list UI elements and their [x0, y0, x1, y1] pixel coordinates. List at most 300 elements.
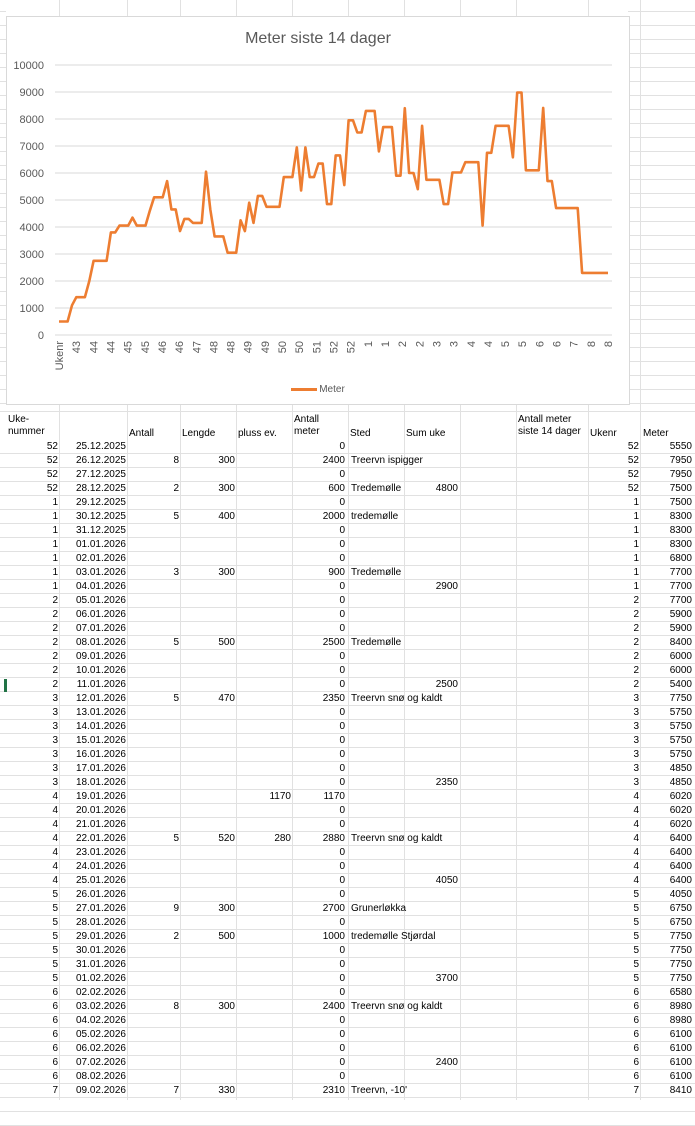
cell-uke[interactable]: 4: [52, 819, 58, 830]
cell-lengde[interactable]: [181, 916, 235, 930]
cell-dato[interactable]: 30.01.2026: [75, 945, 126, 956]
cell-lengde[interactable]: [181, 664, 235, 678]
cell-dato[interactable]: 05.01.2026: [75, 595, 126, 606]
cell-m14[interactable]: 4850: [669, 777, 692, 788]
cell-dato[interactable]: 17.01.2026: [75, 763, 126, 774]
cell-lengde[interactable]: 500: [218, 931, 235, 942]
cell-uke[interactable]: 4: [52, 861, 58, 872]
cell-lengde[interactable]: [181, 650, 235, 664]
cell-sum[interactable]: 2400: [435, 1057, 458, 1068]
cell-m14[interactable]: 5900: [669, 623, 692, 634]
cell-ukenr[interactable]: 4: [633, 791, 639, 802]
cell-m14[interactable]: 6400: [669, 875, 692, 886]
table-row[interactable]: [0, 594, 695, 608]
cell-m14[interactable]: 7700: [669, 581, 692, 592]
cell-sted[interactable]: Treervn snø og kaldt: [351, 833, 443, 844]
cell-lengde[interactable]: 470: [218, 693, 235, 704]
cell-lengde[interactable]: 300: [218, 483, 235, 494]
cell-lengde[interactable]: [181, 972, 235, 986]
cell-dato[interactable]: 01.01.2026: [75, 539, 126, 550]
cell-dato[interactable]: 09.01.2026: [75, 651, 126, 662]
table-row[interactable]: [0, 930, 695, 944]
cell-pluss[interactable]: 280: [274, 833, 291, 844]
cell-sted[interactable]: Treervn snø og kaldt: [351, 1001, 443, 1012]
cell-antall[interactable]: [128, 1056, 179, 1070]
cell-uke[interactable]: 6: [52, 1071, 58, 1082]
cell-dato[interactable]: 18.01.2026: [75, 777, 126, 788]
table-row[interactable]: [0, 1042, 695, 1056]
cell-sum[interactable]: [405, 706, 458, 720]
cell-antall[interactable]: [128, 986, 179, 1000]
table-row[interactable]: [0, 552, 695, 566]
table-row[interactable]: [0, 1056, 695, 1070]
cell-meter[interactable]: 2350: [322, 693, 345, 704]
table-row[interactable]: [0, 496, 695, 510]
cell-dato[interactable]: 22.01.2026: [75, 833, 126, 844]
cell-pluss[interactable]: [237, 1070, 291, 1084]
cell-uke[interactable]: 5: [52, 931, 58, 942]
cell-pluss[interactable]: [237, 1056, 291, 1070]
table-row[interactable]: [0, 580, 695, 594]
cell-meter[interactable]: 0: [339, 609, 345, 620]
table-row[interactable]: [0, 832, 695, 846]
cell-lengde[interactable]: [181, 860, 235, 874]
cell-m14[interactable]: 6100: [669, 1043, 692, 1054]
cell-dato[interactable]: 07.02.2026: [75, 1057, 126, 1068]
cell-pluss[interactable]: [237, 664, 291, 678]
cell-ukenr[interactable]: 4: [633, 861, 639, 872]
cell-lengde[interactable]: [181, 594, 235, 608]
cell-antall[interactable]: 5: [173, 693, 179, 704]
cell-ukenr[interactable]: 52: [627, 483, 639, 494]
cell-antall[interactable]: [128, 790, 179, 804]
cell-dato[interactable]: 25.01.2026: [75, 875, 126, 886]
table-row[interactable]: [0, 958, 695, 972]
cell-m14[interactable]: 6400: [669, 861, 692, 872]
cell-m14[interactable]: 8300: [669, 539, 692, 550]
cell-uke[interactable]: 1: [52, 581, 58, 592]
cell-antall[interactable]: [128, 608, 179, 622]
cell-meter[interactable]: 2400: [322, 1001, 345, 1012]
cell-ukenr[interactable]: 3: [633, 749, 639, 760]
cell-antall[interactable]: [128, 650, 179, 664]
cell-sum[interactable]: [405, 762, 458, 776]
cell-meter[interactable]: 2000: [322, 511, 345, 522]
cell-m14[interactable]: 6580: [669, 987, 692, 998]
table-row[interactable]: [0, 482, 695, 496]
cell-meter[interactable]: 0: [339, 595, 345, 606]
cell-m14[interactable]: 7500: [669, 497, 692, 508]
cell-uke[interactable]: 6: [52, 987, 58, 998]
cell-ukenr[interactable]: 1: [633, 511, 639, 522]
cell-m14[interactable]: 6020: [669, 791, 692, 802]
cell-ukenr[interactable]: 3: [633, 763, 639, 774]
cell-pluss[interactable]: [237, 986, 291, 1000]
cell-meter[interactable]: 0: [339, 623, 345, 634]
cell-meter[interactable]: 2700: [322, 903, 345, 914]
cell-lengde[interactable]: [181, 986, 235, 1000]
cell-uke[interactable]: 3: [52, 707, 58, 718]
cell-m14[interactable]: 5750: [669, 735, 692, 746]
cell-ukenr[interactable]: 5: [633, 931, 639, 942]
cell-lengde[interactable]: [181, 1042, 235, 1056]
cell-pluss[interactable]: [237, 510, 291, 524]
cell-meter[interactable]: 0: [339, 525, 345, 536]
table-row[interactable]: [0, 902, 695, 916]
cell-meter[interactable]: 0: [339, 777, 345, 788]
cell-sum[interactable]: [405, 1028, 458, 1042]
cell-pluss[interactable]: [237, 734, 291, 748]
cell-antall[interactable]: [128, 818, 179, 832]
cell-dato[interactable]: 26.12.2025: [75, 455, 126, 466]
cell-sted[interactable]: Treervn, -10': [351, 1085, 408, 1096]
table-row[interactable]: [0, 734, 695, 748]
cell-antall[interactable]: [128, 594, 179, 608]
cell-meter[interactable]: 0: [339, 1029, 345, 1040]
cell-lengde[interactable]: [181, 804, 235, 818]
table-row[interactable]: [0, 608, 695, 622]
cell-sum[interactable]: [405, 524, 458, 538]
cell-sum[interactable]: 2350: [435, 777, 458, 788]
cell-dato[interactable]: 31.01.2026: [75, 959, 126, 970]
cell-ukenr[interactable]: 5: [633, 959, 639, 970]
cell-antall[interactable]: [128, 776, 179, 790]
cell-antall[interactable]: [128, 1028, 179, 1042]
cell-m14[interactable]: 7700: [669, 595, 692, 606]
cell-meter[interactable]: 0: [339, 581, 345, 592]
cell-ukenr[interactable]: 4: [633, 819, 639, 830]
cell-meter[interactable]: 0: [339, 679, 345, 690]
cell-dato[interactable]: 30.12.2025: [75, 511, 126, 522]
table-row[interactable]: [0, 972, 695, 986]
cell-sum[interactable]: 4800: [435, 483, 458, 494]
cell-uke[interactable]: 1: [52, 497, 58, 508]
table-row[interactable]: [0, 692, 695, 706]
cell-ukenr[interactable]: 6: [633, 1015, 639, 1026]
cell-antall[interactable]: 2: [173, 483, 179, 494]
cell-ukenr[interactable]: 1: [633, 497, 639, 508]
cell-dato[interactable]: 23.01.2026: [75, 847, 126, 858]
cell-meter[interactable]: 0: [339, 1057, 345, 1068]
cell-lengde[interactable]: [181, 846, 235, 860]
cell-sum[interactable]: [405, 468, 458, 482]
cell-sum[interactable]: [405, 986, 458, 1000]
cell-m14[interactable]: 7750: [669, 959, 692, 970]
cell-antall[interactable]: [128, 552, 179, 566]
cell-m14[interactable]: 5550: [669, 441, 692, 452]
cell-meter[interactable]: 0: [339, 707, 345, 718]
cell-sum[interactable]: 2500: [435, 679, 458, 690]
cell-ukenr[interactable]: 5: [633, 903, 639, 914]
cell-dato[interactable]: 26.01.2026: [75, 889, 126, 900]
cell-m14[interactable]: 8410: [669, 1085, 692, 1096]
cell-sum[interactable]: [405, 650, 458, 664]
cell-m14[interactable]: 7950: [669, 455, 692, 466]
cell-lengde[interactable]: [181, 790, 235, 804]
cell-meter[interactable]: 0: [339, 973, 345, 984]
cell-antall[interactable]: 3: [173, 567, 179, 578]
cell-sum[interactable]: [405, 454, 458, 468]
cell-meter[interactable]: 2310: [322, 1085, 345, 1096]
cell-ukenr[interactable]: 2: [633, 651, 639, 662]
cell-antall[interactable]: [128, 1070, 179, 1084]
cell-ukenr[interactable]: 52: [627, 441, 639, 452]
cell-ukenr[interactable]: 52: [627, 455, 639, 466]
cell-pluss[interactable]: [237, 482, 291, 496]
cell-pluss[interactable]: [237, 608, 291, 622]
cell-dato[interactable]: 19.01.2026: [75, 791, 126, 802]
cell-ukenr[interactable]: 2: [633, 609, 639, 620]
line-chart[interactable]: [6, 16, 630, 405]
cell-pluss[interactable]: [237, 1014, 291, 1028]
cell-uke[interactable]: 6: [52, 1001, 58, 1012]
cell-antall[interactable]: 9: [173, 903, 179, 914]
cell-antall[interactable]: [128, 846, 179, 860]
table-row[interactable]: [0, 622, 695, 636]
cell-ukenr[interactable]: 2: [633, 679, 639, 690]
cell-ukenr[interactable]: 4: [633, 875, 639, 886]
cell-pluss[interactable]: [237, 524, 291, 538]
cell-meter[interactable]: 0: [339, 665, 345, 676]
cell-sum[interactable]: 3700: [435, 973, 458, 984]
cell-uke[interactable]: 3: [52, 763, 58, 774]
cell-ukenr[interactable]: 1: [633, 567, 639, 578]
cell-sted[interactable]: Treervn ispigger: [351, 455, 423, 466]
cell-pluss[interactable]: [237, 944, 291, 958]
cell-dato[interactable]: 15.01.2026: [75, 735, 126, 746]
cell-pluss[interactable]: [237, 566, 291, 580]
cell-ukenr[interactable]: 2: [633, 637, 639, 648]
cell-pluss[interactable]: [237, 1084, 291, 1098]
cell-uke[interactable]: 52: [46, 441, 58, 452]
cell-meter[interactable]: 2880: [322, 833, 345, 844]
cell-pluss[interactable]: 1170: [269, 791, 291, 802]
cell-meter[interactable]: 0: [339, 497, 345, 508]
table-row[interactable]: [0, 720, 695, 734]
cell-pluss[interactable]: [237, 636, 291, 650]
cell-m14[interactable]: 6800: [669, 553, 692, 564]
cell-pluss[interactable]: [237, 916, 291, 930]
cell-dato[interactable]: 27.01.2026: [75, 903, 126, 914]
cell-pluss[interactable]: [237, 930, 291, 944]
cell-pluss[interactable]: [237, 580, 291, 594]
cell-meter[interactable]: 1170: [323, 791, 345, 802]
cell-uke[interactable]: 2: [52, 665, 58, 676]
cell-antall[interactable]: [128, 944, 179, 958]
cell-ukenr[interactable]: 2: [633, 665, 639, 676]
cell-antall[interactable]: 5: [173, 833, 179, 844]
cell-dato[interactable]: 06.02.2026: [75, 1043, 126, 1054]
cell-dato[interactable]: 11.01.2026: [76, 679, 126, 690]
cell-uke[interactable]: 4: [52, 805, 58, 816]
cell-dato[interactable]: 04.01.2026: [75, 581, 126, 592]
cell-lengde[interactable]: [181, 944, 235, 958]
cell-sum[interactable]: 2900: [435, 581, 458, 592]
cell-uke[interactable]: 6: [52, 1029, 58, 1040]
cell-sum[interactable]: [405, 1000, 458, 1014]
cell-pluss[interactable]: [237, 776, 291, 790]
cell-meter[interactable]: 0: [339, 651, 345, 662]
cell-antall[interactable]: 2: [173, 931, 179, 942]
cell-meter[interactable]: 0: [339, 441, 345, 452]
table-row[interactable]: [0, 874, 695, 888]
cell-ukenr[interactable]: 1: [633, 581, 639, 592]
cell-lengde[interactable]: 500: [218, 637, 235, 648]
cell-m14[interactable]: 6100: [669, 1071, 692, 1082]
cell-uke[interactable]: 3: [52, 735, 58, 746]
table-row[interactable]: [0, 986, 695, 1000]
table-row[interactable]: [0, 818, 695, 832]
cell-sum[interactable]: [405, 916, 458, 930]
cell-m14[interactable]: 5400: [669, 679, 692, 690]
cell-dato[interactable]: 07.01.2026: [75, 623, 126, 634]
cell-dato[interactable]: 24.01.2026: [75, 861, 126, 872]
cell-pluss[interactable]: [237, 440, 291, 454]
cell-ukenr[interactable]: 6: [633, 987, 639, 998]
table-row[interactable]: [0, 636, 695, 650]
cell-antall[interactable]: [128, 734, 179, 748]
table-row[interactable]: [0, 524, 695, 538]
cell-m14[interactable]: 6100: [669, 1057, 692, 1068]
cell-m14[interactable]: 8300: [669, 511, 692, 522]
cell-ukenr[interactable]: 1: [633, 525, 639, 536]
cell-m14[interactable]: 7750: [669, 945, 692, 956]
cell-ukenr[interactable]: 6: [633, 1071, 639, 1082]
cell-uke[interactable]: 3: [52, 721, 58, 732]
cell-uke[interactable]: 1: [52, 567, 58, 578]
cell-dato[interactable]: 02.01.2026: [75, 553, 126, 564]
cell-sum[interactable]: [405, 538, 458, 552]
cell-meter[interactable]: 0: [339, 735, 345, 746]
cell-lengde[interactable]: [181, 776, 235, 790]
cell-m14[interactable]: 4050: [669, 889, 692, 900]
table-row[interactable]: [0, 1070, 695, 1084]
cell-antall[interactable]: [128, 678, 179, 692]
cell-dato[interactable]: 04.02.2026: [75, 1015, 126, 1026]
cell-m14[interactable]: 4850: [669, 763, 692, 774]
cell-m14[interactable]: 8400: [669, 637, 692, 648]
cell-ukenr[interactable]: 5: [633, 889, 639, 900]
cell-pluss[interactable]: [237, 720, 291, 734]
cell-dato[interactable]: 31.12.2025: [75, 525, 126, 536]
cell-pluss[interactable]: [237, 804, 291, 818]
cell-ukenr[interactable]: 4: [633, 805, 639, 816]
cell-uke[interactable]: 2: [52, 651, 58, 662]
table-row[interactable]: [0, 454, 695, 468]
table-row[interactable]: [0, 1028, 695, 1042]
table-row[interactable]: [0, 762, 695, 776]
cell-ukenr[interactable]: 1: [633, 539, 639, 550]
cell-antall[interactable]: [128, 440, 179, 454]
cell-pluss[interactable]: [237, 678, 291, 692]
cell-dato[interactable]: 20.01.2026: [75, 805, 126, 816]
cell-lengde[interactable]: [181, 1028, 235, 1042]
cell-lengde[interactable]: 300: [218, 903, 235, 914]
cell-meter[interactable]: 0: [339, 721, 345, 732]
cell-uke[interactable]: 6: [52, 1057, 58, 1068]
table-row[interactable]: [0, 1000, 695, 1014]
cell-dato[interactable]: 03.02.2026: [75, 1001, 126, 1012]
cell-dato[interactable]: 28.01.2026: [75, 917, 126, 928]
cell-meter[interactable]: 0: [339, 1015, 345, 1026]
cell-uke[interactable]: 1: [52, 525, 58, 536]
cell-pluss[interactable]: [237, 958, 291, 972]
cell-ukenr[interactable]: 7: [633, 1085, 639, 1096]
cell-sum[interactable]: [405, 552, 458, 566]
cell-meter[interactable]: 0: [339, 861, 345, 872]
cell-sum[interactable]: [405, 664, 458, 678]
cell-meter[interactable]: 0: [339, 539, 345, 550]
cell-uke[interactable]: 52: [46, 483, 58, 494]
cell-antall[interactable]: [128, 916, 179, 930]
cell-meter[interactable]: 2400: [322, 455, 345, 466]
cell-antall[interactable]: [128, 1014, 179, 1028]
cell-lengde[interactable]: [181, 720, 235, 734]
cell-sum[interactable]: [405, 790, 458, 804]
cell-dato[interactable]: 01.02.2026: [75, 973, 126, 984]
cell-meter[interactable]: 0: [339, 987, 345, 998]
cell-pluss[interactable]: [237, 552, 291, 566]
cell-antall[interactable]: [128, 748, 179, 762]
cell-m14[interactable]: 5750: [669, 721, 692, 732]
cell-ukenr[interactable]: 1: [633, 553, 639, 564]
cell-pluss[interactable]: [237, 902, 291, 916]
table-row[interactable]: [0, 510, 695, 524]
table-row[interactable]: [0, 776, 695, 790]
cell-sum[interactable]: [405, 818, 458, 832]
cell-antall[interactable]: [128, 622, 179, 636]
cell-pluss[interactable]: [237, 1042, 291, 1056]
cell-lengde[interactable]: 300: [218, 455, 235, 466]
cell-ukenr[interactable]: 3: [633, 693, 639, 704]
cell-meter[interactable]: 0: [339, 889, 345, 900]
cell-dato[interactable]: 14.01.2026: [75, 721, 126, 732]
cell-dato[interactable]: 09.02.2026: [75, 1085, 126, 1096]
cell-lengde[interactable]: [181, 622, 235, 636]
cell-dato[interactable]: 29.12.2025: [75, 497, 126, 508]
table-row[interactable]: [0, 1014, 695, 1028]
cell-lengde[interactable]: [181, 538, 235, 552]
cell-uke[interactable]: 4: [52, 833, 58, 844]
cell-meter[interactable]: 2500: [322, 637, 345, 648]
cell-ukenr[interactable]: 2: [633, 595, 639, 606]
cell-lengde[interactable]: [181, 762, 235, 776]
table-row[interactable]: [0, 804, 695, 818]
cell-pluss[interactable]: [237, 1000, 291, 1014]
cell-ukenr[interactable]: 5: [633, 917, 639, 928]
cell-sum[interactable]: [405, 496, 458, 510]
cell-antall[interactable]: 5: [173, 511, 179, 522]
cell-pluss[interactable]: [237, 846, 291, 860]
cell-m14[interactable]: 7750: [669, 693, 692, 704]
cell-sum[interactable]: [405, 622, 458, 636]
cell-lengde[interactable]: [181, 678, 235, 692]
cell-meter[interactable]: 0: [339, 1071, 345, 1082]
cell-meter[interactable]: 1000: [322, 931, 345, 942]
cell-m14[interactable]: 8300: [669, 525, 692, 536]
cell-dato[interactable]: 05.02.2026: [75, 1029, 126, 1040]
cell-m14[interactable]: 7950: [669, 469, 692, 480]
cell-uke[interactable]: 2: [52, 609, 58, 620]
cell-antall[interactable]: [128, 468, 179, 482]
cell-lengde[interactable]: [181, 580, 235, 594]
cell-lengde[interactable]: 300: [218, 1001, 235, 1012]
cell-uke[interactable]: 6: [52, 1043, 58, 1054]
cell-dato[interactable]: 25.12.2025: [75, 441, 126, 452]
cell-dato[interactable]: 21.01.2026: [75, 819, 126, 830]
cell-sum[interactable]: [405, 860, 458, 874]
cell-m14[interactable]: 6750: [669, 917, 692, 928]
